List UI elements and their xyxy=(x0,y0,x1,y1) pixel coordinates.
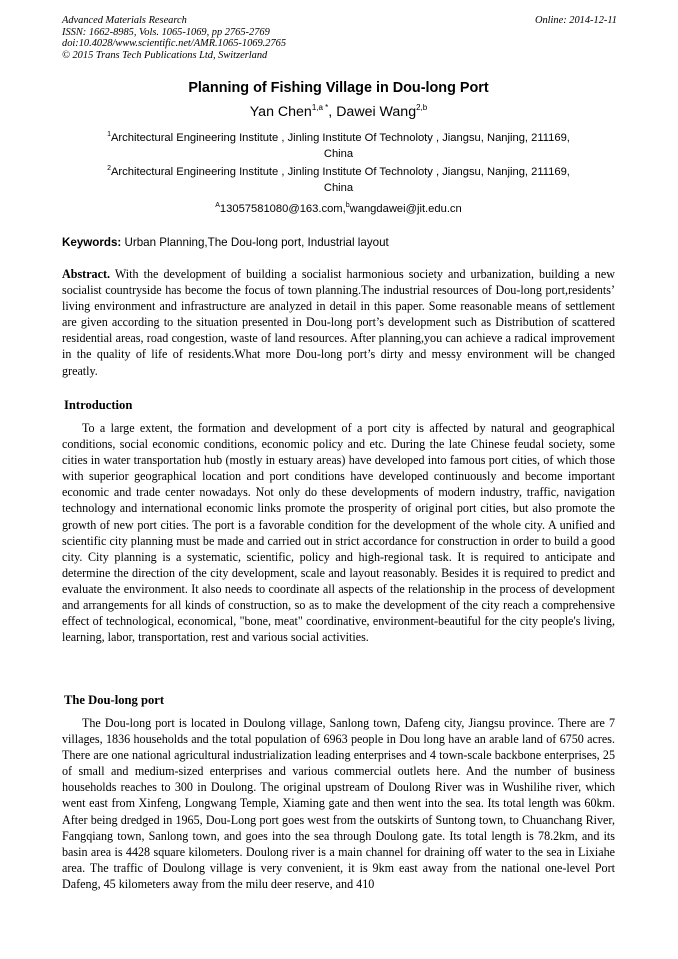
keywords xyxy=(62,236,615,249)
email-b: wangdawei@jit.edu.cn xyxy=(349,203,462,215)
affiliation-2-superscript: 2 xyxy=(107,165,111,172)
author-2-superscript: 2,b xyxy=(416,103,428,112)
abstract-label: Abstract. xyxy=(62,267,111,281)
copyright-line: © 2015 Trans Tech Publications Ltd, Switzerland xyxy=(62,49,268,61)
author-line xyxy=(62,104,615,120)
affiliation-1 xyxy=(62,130,615,162)
author-2-name: Dawei Wang xyxy=(336,104,417,120)
journal-header xyxy=(62,15,617,61)
affiliation-1-superscript: 1 xyxy=(107,131,111,138)
email-a: 13057581080@163.com, xyxy=(219,203,346,215)
paper-title: Planning of Fishing Village in Dou-long Port xyxy=(188,80,489,96)
abstract-text: With the development of building a socialist harmonious society and urbanization, building a new socialist countryside has become the focus of town planning.The industrial resources of Dou-long port,residents’ living environment and infrastructure are analyzed in detail in this paper. Some reasonable means of settlement are given according to the situation presented in Dou-long port’s development such as Distribution of scattered residential areas, road congestion, waste of land resources. After planning,you can achieve a radical improvement in the quality of life of residents.What more Dou-long port’s dirty and messy environment will be changed greatly. xyxy=(62,267,615,378)
abstract xyxy=(62,266,615,379)
issn-line: ISSN: 1662-8985, Vols. 1065-1069, pp 2765-2769 xyxy=(62,26,270,38)
affiliation-1-line-1: Architectural Engineering Institute , Jinling Institute Of Technoloty , Jiangsu, Nanjing, 211169, xyxy=(110,132,570,144)
author-separator: , xyxy=(328,104,337,120)
introduction-heading: Introduction xyxy=(64,398,133,412)
email-b-superscript: b xyxy=(345,202,350,209)
affiliation-2-line-2: China xyxy=(323,182,354,194)
email-line xyxy=(62,201,615,217)
affiliation-2 xyxy=(62,164,615,196)
email-a-superscript: A xyxy=(215,202,220,209)
introduction-body: To a large extent, the formation and development of a port city is affected by natural and geographical conditions, social economic conditions, economic policy and etc. During the late Chinese feudal society, some cities in water transportation hub (mostly in estuary areas) have developed into famous port cities, of which those with superior geographical location and port conditions have developed continuously and become important economic and trade center nowadays. Not only do these developments of modern industry, traffic, navigation technology and international economic links promote the prosperity of original port cities, but also promote the growth of new port cities. The port is a favorable condition for the development of the whole city. A unified and scientific city planning must be made and carried out in strict accordance for construction in order to build a good city. City planning is a systematic, scientific, policy and high-regional task. It is required to anticipate and determine the direction of the city development, scale and layout reasonably. Besides it is required to predict and evaluate the environment. It also needs to coordinate all aspects of the relationship in the process of development and arrangements for all kinds of construction, so as to make the development of the city reach a comprehensive effect of technological, economical, "bone, meat" coordinative, environment-beautiful for the city people's living, learning, labor, transportation, rest and various social activities. xyxy=(62,421,615,645)
affiliation-1-line-2: China xyxy=(323,148,354,160)
author-1-name: Yan Chen xyxy=(249,104,312,120)
author-1-superscript: 1,a * xyxy=(311,103,329,112)
affiliation-2-line-1: Architectural Engineering Institute , Jinling Institute Of Technoloty , Jiangsu, Nanjing, 211169, xyxy=(110,166,570,178)
online-date: Online: 2014-12-11 xyxy=(534,15,617,26)
doulong-body: The Dou-long port is located in Doulong village, Sanlong town, Dafeng city, Jiangsu province. There are 7 villages, 1836 households and the total population of 6963 people in Dou long have an arable land of 6750 acres. There are one national agricultural industrialization leading enterprises and 4 town-scale backbone enterprises, 25 of small and medium-sized enterprises and various commercial outlets here. And the number of business households reaches to 300 in Doulong. The original upstream of Doulong River was in Wushilihe river, which went east from Xinfeng, Longwang Temple, Xiaming gate and then went into the sea. Its total length was 60km. After being dredged in 1965, Dou-Long port goes west from the outskirts of Suntong town, to Chuanchang River, Fangqiang town, Sanlong town, and goes into the sea through Doulong gate. Its total length is 78.2km, and its basin area is 4428 square kilometers. Doulong river is a main channel for draining off water to the sea in Lixiahe area. The traffic of Doulong village is very convenient, it is 9km east away from the national one-level Port Dafeng, 45 kilometers away from the milu deer reserve, and 410 xyxy=(62,716,615,891)
journal-name: Advanced Materials Research xyxy=(62,15,187,26)
doulong-heading: The Dou-long port xyxy=(64,693,165,707)
doi-line: doi:10.4028/www.scientific.net/AMR.1065-1069.2765 xyxy=(62,38,287,50)
keywords-label: Keywords: xyxy=(62,236,122,249)
keywords-text: Urban Planning,The Dou-long port, Industrial layout xyxy=(121,236,389,249)
